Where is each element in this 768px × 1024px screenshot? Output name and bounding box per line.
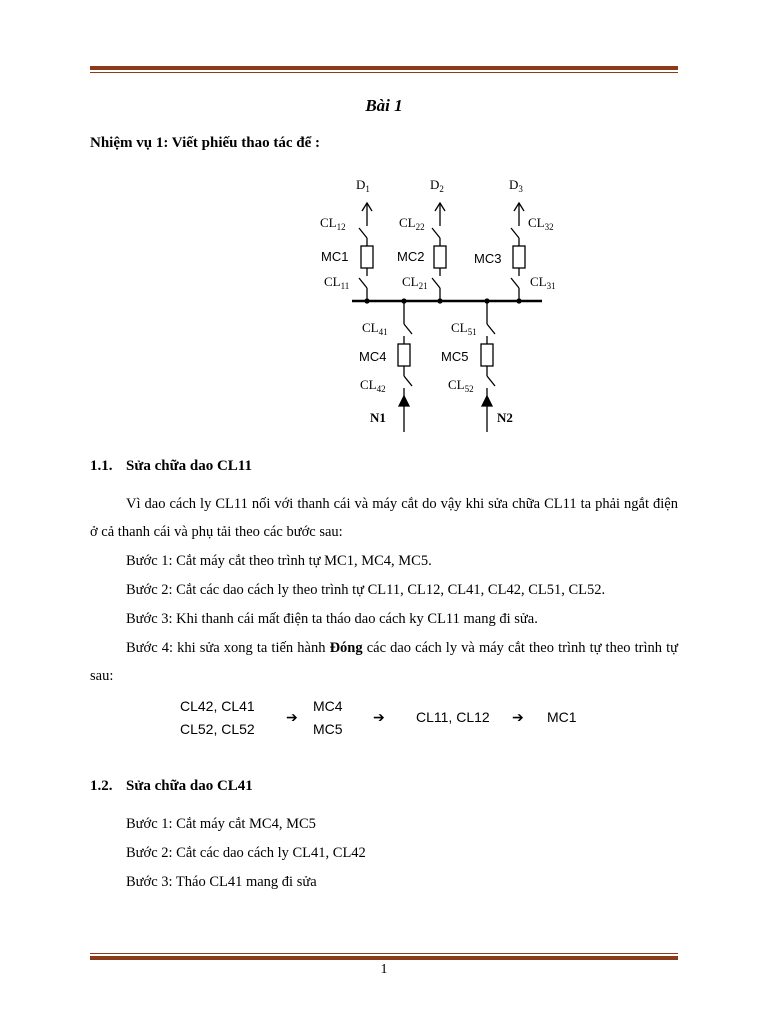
section-2-number: 1.2.	[90, 778, 113, 794]
seq-arrow-icon: ➔	[373, 709, 385, 725]
section-1-step-3: Bước 3: Khi thanh cái mất điện ta tháo dao cách ky CL11 mang đi sửa.	[126, 611, 538, 627]
label-mc4: MC4	[359, 349, 387, 364]
label-cl31: $CL_{31}$	[530, 274, 556, 291]
label-cl21: $CL_{21}$	[402, 274, 428, 291]
step-4-text-end: các dao cách ly và máy cắt theo trình tự theo trình tự sau:	[90, 640, 678, 684]
footer-rule	[90, 953, 678, 960]
page-title: Bài 1	[365, 96, 403, 115]
label-mc5: MC5	[441, 349, 469, 364]
label-cl41: $CL_{41}$	[362, 320, 388, 337]
seq-group-4: MC1	[547, 709, 577, 725]
seq-arrow-icon: ➔	[286, 709, 298, 725]
label-mc3: MC3	[474, 251, 502, 266]
label-n2: N2	[497, 410, 513, 425]
section-1-step-4	[90, 634, 678, 690]
header-rule	[90, 66, 678, 73]
section-1-intro: Vì dao cách ly CL11 nối với thanh cái và máy cắt do vậy khi sửa chữa CL11 ta phải ngắt điện ở cả thanh cái và phụ tải theo các bước sau:	[90, 496, 678, 540]
step-4-bold-word: Đóng	[329, 640, 363, 656]
label-n1: N1	[370, 410, 386, 425]
section-2-title: Sửa chữa dao CL41	[126, 778, 253, 794]
step-4-text-start: Bước 4: khi sửa xong ta tiến hành	[126, 640, 330, 656]
label-mc1: MC1	[321, 249, 349, 264]
feeder-label-d2: $D_2$	[430, 177, 444, 194]
section-2-step-2: Bước 2: Cắt các dao cách ly CL41, CL42	[126, 845, 366, 861]
label-cl12: $CL_{12}$	[320, 215, 346, 232]
label-cl22: $CL_{22}$	[399, 215, 425, 232]
section-1-step-2: Bước 2: Cắt các dao cách ly theo trình tự CL11, CL12, CL41, CL42, CL51, CL52.	[126, 582, 606, 598]
section-2-step-3: Bước 3: Tháo CL41 mang đi sửa	[126, 874, 317, 890]
label-cl32: $CL_{32}$	[528, 215, 554, 232]
task-heading: Nhiệm vụ 1: Viết phiếu thao tác để :	[90, 135, 320, 151]
seq-group-3: CL11, CL12	[416, 709, 490, 725]
seq-arrow-icon: ➔	[512, 709, 524, 725]
section-1-title: Sửa chữa dao CL11	[126, 458, 252, 474]
seq-group-2-line-1: MC4	[313, 698, 343, 714]
label-cl42: $CL_{42}$	[360, 377, 386, 394]
feeder-label-d1: $D_1$	[356, 177, 370, 194]
single-line-diagram	[300, 170, 580, 435]
section-1-number: 1.1.	[90, 458, 113, 474]
label-mc2: MC2	[397, 249, 425, 264]
section-1-step-1: Bước 1: Cắt máy cắt theo trình tự MC1, MC4, MC5.	[126, 553, 432, 569]
page-number: 1	[380, 962, 388, 977]
seq-group-1-line-2: CL52, CL52	[180, 721, 255, 737]
seq-group-2-line-2: MC5	[313, 721, 343, 737]
label-cl51: $CL_{51}$	[451, 320, 477, 337]
label-cl52: $CL_{52}$	[448, 377, 474, 394]
section-1-heading	[90, 458, 252, 475]
section-2-heading	[90, 778, 253, 795]
seq-group-1-line-1: CL42, CL41	[180, 698, 255, 714]
label-cl11: $CL_{11}$	[324, 274, 350, 291]
section-2-step-1: Bước 1: Cắt máy cắt MC4, MC5	[126, 816, 316, 832]
feeder-label-d3: $D_3$	[509, 177, 523, 194]
